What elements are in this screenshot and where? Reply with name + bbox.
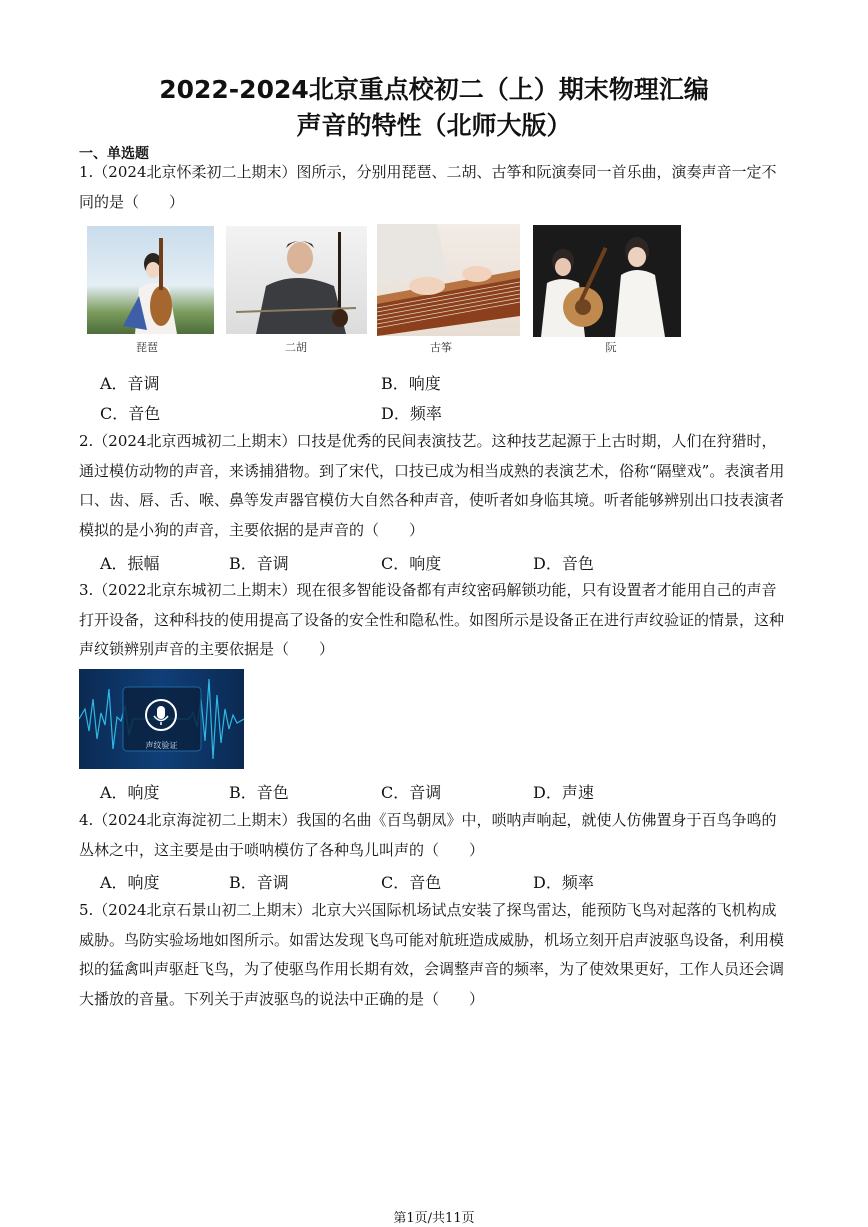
q1-option-b[interactable]: B．响度	[381, 374, 441, 393]
q2-option-d[interactable]: D．音色	[533, 554, 594, 573]
caption-ruan: 阮	[605, 341, 617, 354]
q3-option-d[interactable]: D．声速	[533, 783, 594, 802]
page-footer: 第1页/共11页	[393, 1211, 475, 1226]
question-5-text: 5.（2024北京石景山初二上期末）北京大兴国际机场试点安装了探鸟雷达，能预防飞鸟对起落的飞机构成威胁。鸟防实验场地如图所示。如雷达发现飞鸟可能对航班造成威胁，机场立刻开启声波驱鸟设备，利用模拟的猛禽叫声驱赶飞鸟，为了使驱鸟作用长期有效，会调整声音的频率，为了使效果更好，工作人员还会调大播放的音量。下列关于声波驱鸟的说法中正确的是（ ）	[79, 901, 785, 1008]
guzheng-player-photo	[377, 224, 520, 336]
question-2-text: 2.（2024北京西城初二上期末）口技是优秀的民间表演技艺。这种技艺起源于上古时期，人们在狩猎时，通过模仿动物的声音，来诱捕猎物。到了宋代，口技已成为相当成熟的表演艺术，俗称“隔壁戏”。表演者用口、齿、唇、舌、喉、鼻等发声器官模仿大自然各种声音，使听者如身临其境。听者能够辨别出口技表演者模拟的是小狗的声音，主要依据的是声音的（ ）	[79, 432, 785, 539]
q1-option-a[interactable]: A．音调	[100, 374, 160, 393]
q2-option-a[interactable]: A．振幅	[100, 554, 160, 573]
document-title: 2022-2024北京重点校初二（上）期末物理汇编	[159, 75, 709, 104]
question-1-text: 1.（2024北京怀柔初二上期末）图所示，分别用琵琶、二胡、古筝和阮演奏同一首乐曲，演奏声音一定不同的是（ ）	[79, 163, 777, 211]
q4-option-c[interactable]: C．音色	[381, 873, 442, 892]
caption-pipa: 琵琶	[136, 341, 158, 354]
q1-option-d[interactable]: D．频率	[381, 404, 442, 423]
q4-option-a[interactable]: A．响度	[100, 873, 160, 892]
q3-option-b[interactable]: B．音色	[229, 783, 289, 802]
pipa-player-photo	[87, 226, 214, 334]
q4-option-d[interactable]: D．频率	[533, 873, 594, 892]
voiceprint-verification-image	[79, 669, 244, 769]
q3-option-a[interactable]: A．响度	[100, 783, 160, 802]
question-3-text: 3.（2022北京东城初二上期末）现在很多智能设备都有声纹密码解锁功能，只有设置者才能用自己的声音打开设备，这种科技的使用提高了设备的安全性和隐私性。如图所示是设备正在进行声纹验证的情景，这种声纹锁辨别声音的主要依据是（ ）	[79, 581, 785, 658]
ruan-players-photo	[533, 225, 681, 337]
document-subtitle: 声音的特性（北师大版）	[296, 111, 572, 140]
erhu-player-photo	[226, 226, 367, 334]
section-heading: 一、单选题	[79, 146, 149, 162]
q2-option-c[interactable]: C．响度	[381, 554, 442, 573]
q4-option-b[interactable]: B．音调	[229, 873, 289, 892]
question-4-text: 4.（2024北京海淀初二上期末）我国的名曲《百鸟朝凤》中，唢呐声响起，就使人仿佛置身于百鸟争鸣的丛林之中，这主要是由于唢呐模仿了各种鸟儿叫声的（ ）	[79, 811, 777, 859]
q3-option-c[interactable]: C．音调	[381, 783, 442, 802]
q2-option-b[interactable]: B．音调	[229, 554, 289, 573]
caption-guzheng: 古筝	[430, 341, 452, 354]
q1-option-c[interactable]: C．音色	[100, 404, 161, 423]
voiceprint-label: 声纹验证	[145, 741, 178, 750]
caption-erhu: 二胡	[285, 341, 307, 354]
